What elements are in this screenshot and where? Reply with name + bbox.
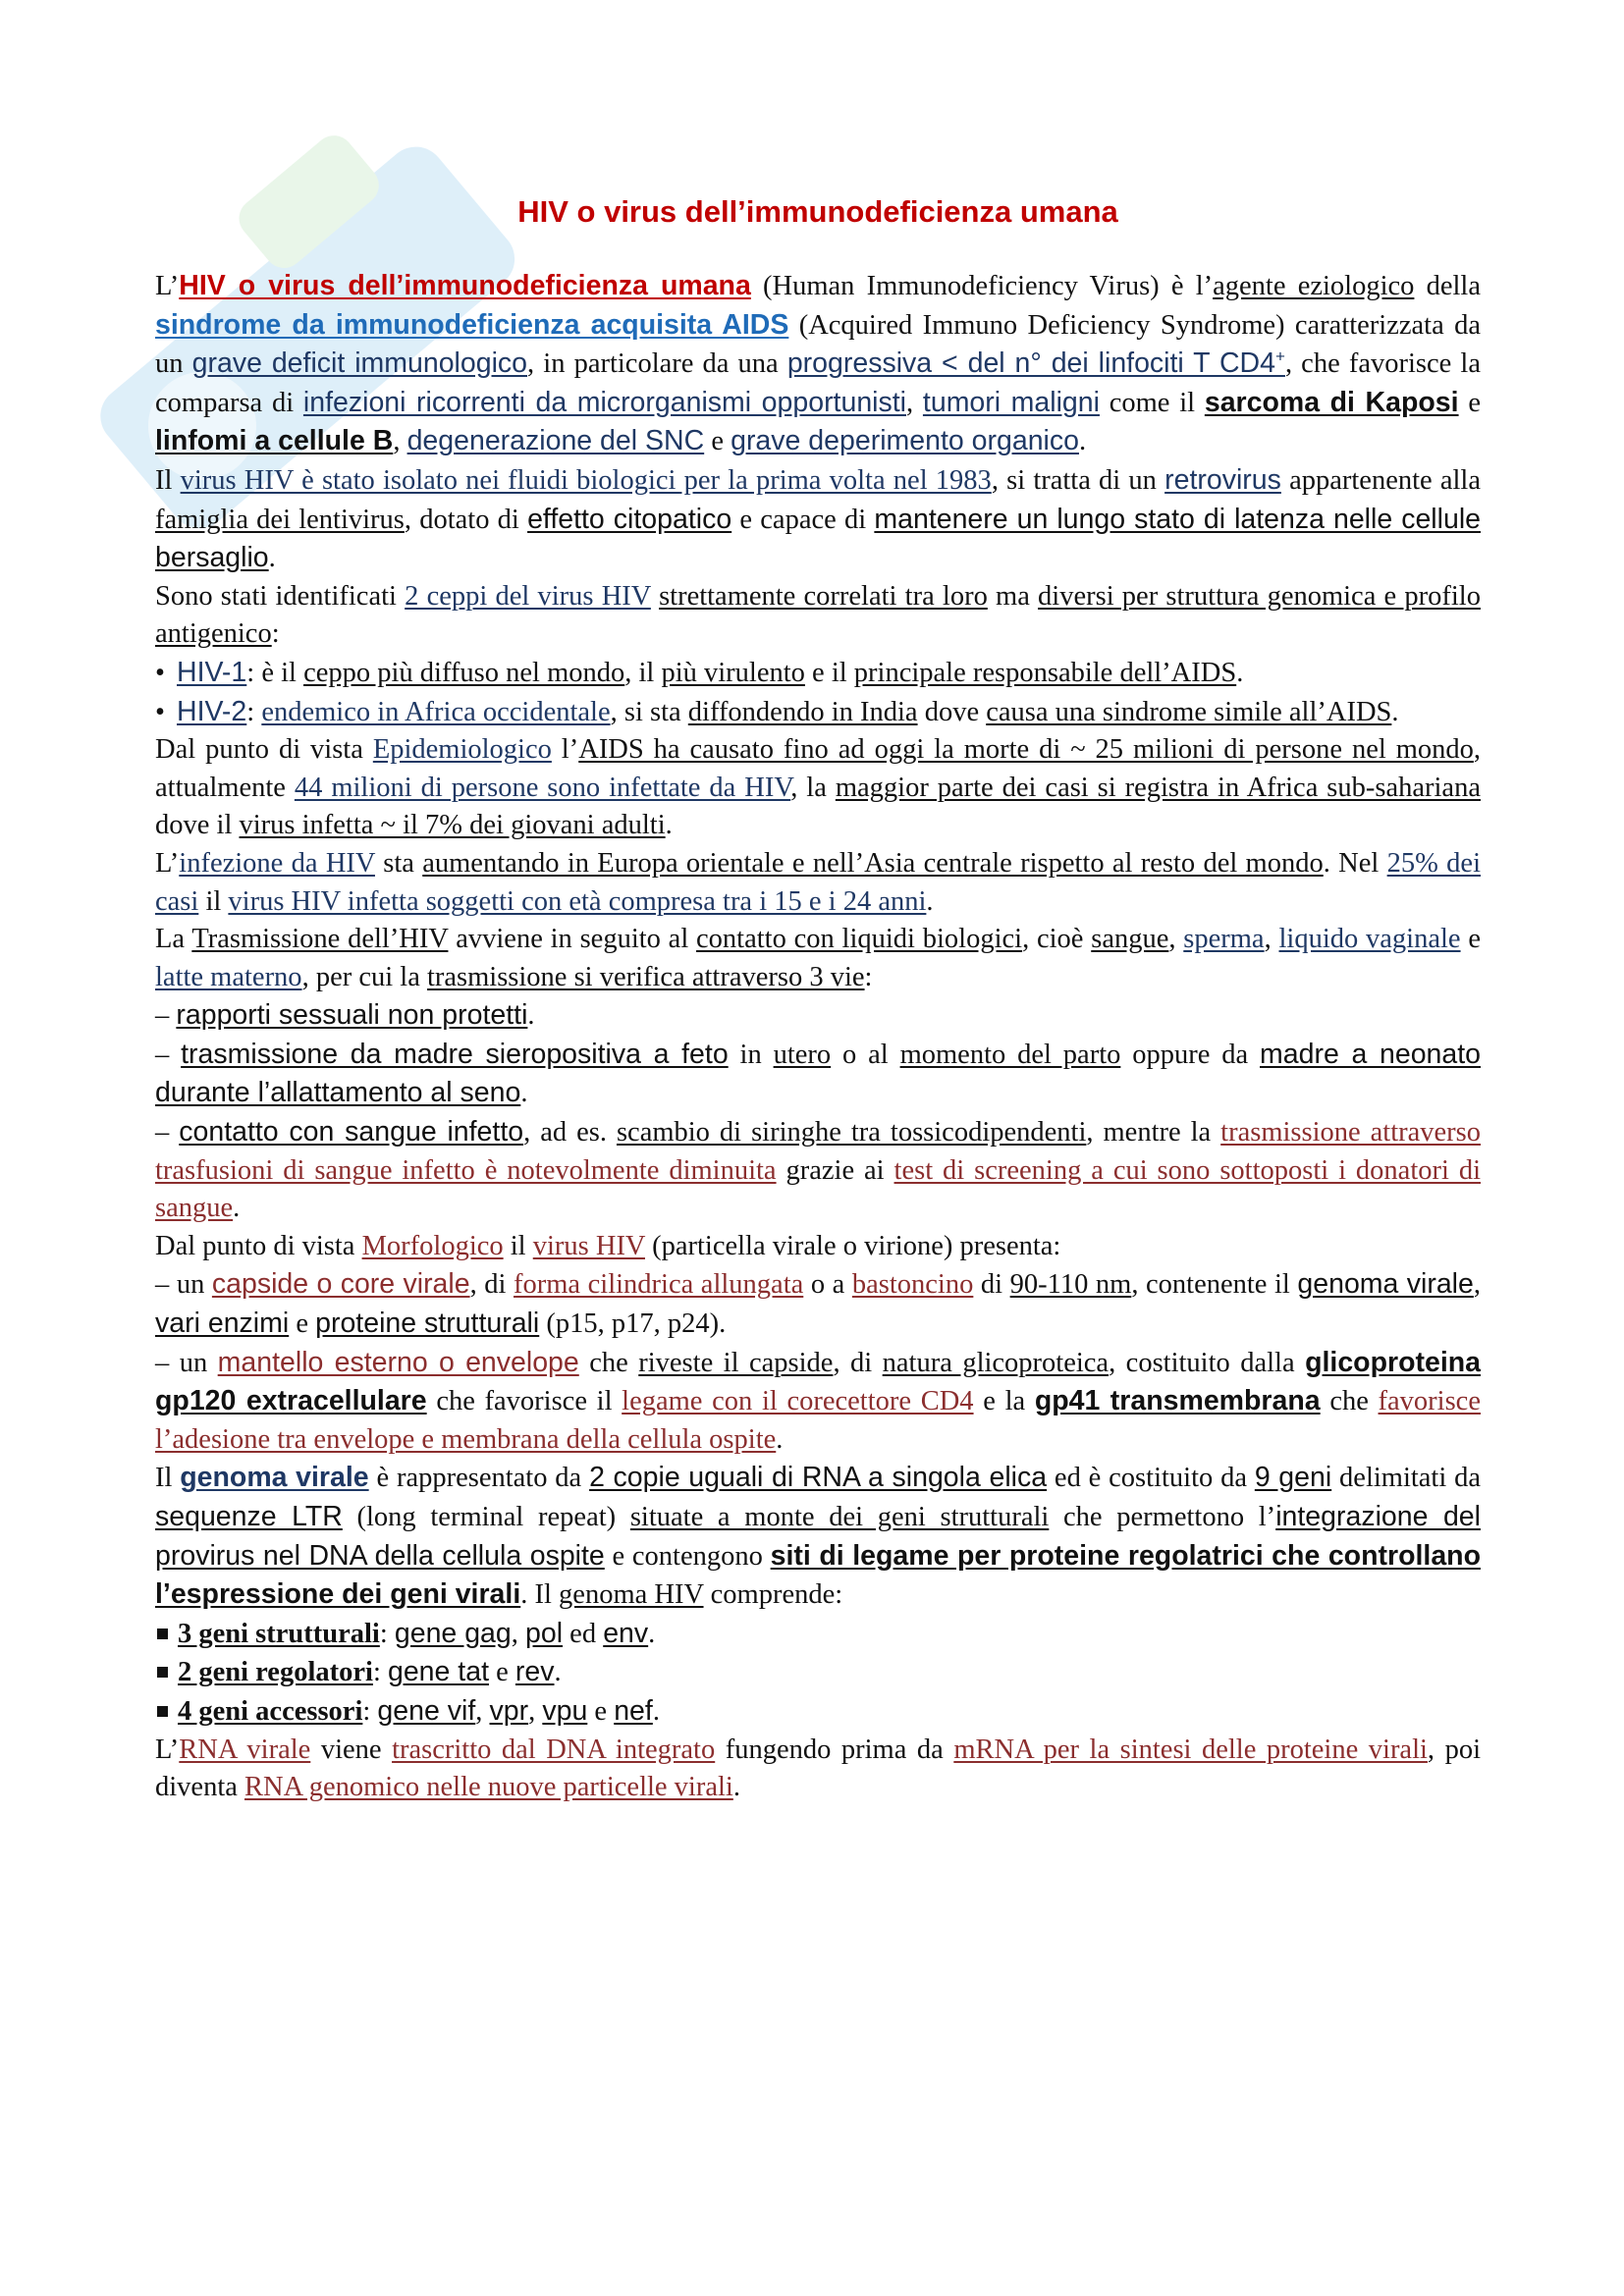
text: che	[578, 1347, 639, 1378]
term-sangue: sangue	[1091, 924, 1169, 955]
term-soggetti: virus HIV infetta soggetti con età compresa tra i 15 e i 24 anni	[228, 885, 927, 917]
text: che favorisce il	[426, 1386, 623, 1417]
term-epidemiologico: Epidemiologico	[372, 734, 552, 766]
term-proteine: proteine strutturali	[315, 1308, 540, 1340]
text: , si sta	[610, 696, 688, 727]
list-item-via-ematica	[155, 1113, 1481, 1228]
text: progressiva < del n° dei linfociti T CD4	[786, 347, 1275, 380]
text: (Human Immunodeficiency Virus) è l’	[750, 271, 1214, 301]
term-capside: capside o core virale	[211, 1268, 470, 1301]
text: :	[379, 1618, 395, 1649]
text: e la	[973, 1386, 1035, 1417]
term-aumentando: aumentando in Europa orientale e nell’Asia centrale rispetto al resto del mondo	[422, 847, 1324, 879]
term-vpu: vpu	[542, 1694, 588, 1727]
text: :	[246, 696, 262, 727]
paragraph-intro	[155, 267, 1481, 461]
term-virus: virus HIV	[532, 1230, 645, 1261]
term-vaginale: liquido vaginale	[1278, 924, 1461, 955]
text: l’	[551, 734, 579, 766]
list-item-envelope	[155, 1344, 1481, 1460]
term-genoma-hiv: genoma HIV	[559, 1579, 704, 1611]
term-geni-strutturali: 3 geni strutturali	[178, 1618, 380, 1649]
text: come il	[1099, 387, 1205, 418]
text: e	[489, 1657, 515, 1688]
text: .	[1078, 426, 1087, 457]
text: L’	[155, 847, 180, 879]
text: è rappresentato da	[368, 1463, 590, 1494]
text: il	[503, 1230, 533, 1261]
text: , attualmente	[155, 734, 1481, 803]
text: .	[665, 810, 673, 841]
text: ,	[393, 426, 407, 457]
term-tumori: tumori maligni	[922, 386, 1100, 418]
text: che permettono l’	[1049, 1502, 1276, 1532]
text: Sono stati identificati	[155, 580, 406, 612]
text: ed	[563, 1618, 604, 1649]
term-geni: 9 geni	[1254, 1462, 1332, 1494]
text: che	[1320, 1386, 1379, 1417]
term-diversi: diversi per struttura genomica e profilo antigenico	[155, 580, 1481, 650]
term-endemico: endemico in Africa occidentale	[261, 696, 611, 727]
text: e	[1458, 387, 1482, 418]
term-screening: test di screening a cui sono sottoposti i donatori di sangue	[155, 1154, 1481, 1224]
paragraph-diffusione	[155, 845, 1481, 921]
term-trascritto: trascritto dal DNA integrato	[392, 1734, 716, 1765]
term-vie: trasmissione si verifica attraverso 3 vie	[426, 961, 865, 992]
term-causa: causa una sindrome simile all’AIDS	[986, 696, 1392, 727]
page-title: HIV o virus dell’immunodeficienza umana	[517, 194, 1118, 229]
text: ,	[528, 1695, 543, 1727]
term-vif: gene vif	[377, 1694, 476, 1727]
term-bastoncino: bastoncino	[851, 1269, 974, 1301]
term-hiv1: HIV-1	[177, 656, 247, 688]
term-geni-accessori: 4 geni accessori	[178, 1695, 363, 1727]
term-neonato: madre a neonato durante l’allattamento al seno	[155, 1038, 1482, 1109]
text: e il	[804, 657, 854, 688]
text: .	[268, 543, 276, 574]
text: , cioè	[1022, 924, 1092, 955]
text: , poi diventa	[155, 1734, 1481, 1803]
text: e	[289, 1308, 316, 1340]
text	[651, 581, 659, 612]
list-item-geni-strutturali	[155, 1615, 1481, 1654]
text: :	[362, 1695, 378, 1727]
text: ,	[906, 387, 923, 418]
text: Dal punto di vista	[155, 1230, 362, 1261]
text: Dal punto di vista	[155, 734, 373, 766]
term-latte: latte materno	[155, 961, 302, 992]
term-deperimento: grave deperimento organico	[731, 425, 1079, 457]
text: ,	[511, 1618, 525, 1649]
text: ,	[1473, 1269, 1481, 1301]
text: e	[704, 426, 731, 457]
term-latenza: mantenere un lungo stato di latenza nelle cellule bersaglio	[155, 503, 1482, 574]
term-ceppi: 2 ceppi del virus HIV	[405, 580, 651, 612]
text: , per cui la	[301, 961, 427, 992]
text: , di	[469, 1269, 514, 1301]
square-bullet-icon	[157, 1667, 168, 1678]
document-page	[155, 192, 1481, 1807]
text: ,	[1264, 924, 1279, 955]
term-snc: degenerazione del SNC	[406, 425, 705, 457]
text: .	[527, 1000, 535, 1032]
list-item-hiv1	[155, 654, 1481, 693]
text: Il	[155, 1463, 181, 1494]
text: ma	[987, 580, 1039, 612]
text: , costituito dalla	[1109, 1347, 1306, 1378]
text: delimitati da	[1331, 1463, 1482, 1494]
text: .	[520, 1078, 528, 1109]
term-kaposi: sarcoma di Kaposi	[1204, 386, 1459, 418]
text: sta	[374, 847, 423, 879]
text: , dotato di	[404, 504, 528, 535]
term-enzimi: vari enzimi	[155, 1308, 290, 1340]
term-morte: AIDS ha causato fino ad oggi la morte di ~ 25 milioni di persone nel mondo	[578, 734, 1474, 766]
text: .	[776, 1423, 784, 1455]
text: viene	[310, 1734, 393, 1765]
text: (particella virale o virione) presenta:	[645, 1230, 1061, 1261]
paragraph-isolamento	[155, 461, 1481, 578]
term-tat: gene tat	[387, 1656, 489, 1688]
term-madre: trasmissione da madre sieropositiva a feto	[181, 1038, 729, 1070]
list-item-capside	[155, 1265, 1481, 1343]
text: .	[233, 1193, 241, 1224]
text: dove il	[155, 810, 240, 841]
text: e capace di	[731, 504, 875, 535]
term-infetto: contatto con sangue infetto	[179, 1116, 524, 1148]
term-utero: utero	[773, 1039, 832, 1070]
term-infezioni: infezioni ricorrenti da microrganismi opportunisti	[302, 386, 907, 418]
text: , mentre la	[1086, 1117, 1221, 1148]
term-genoma-virale: genoma virale	[180, 1462, 369, 1494]
term-maggior: maggior parte dei casi si registra in Africa sub-sahariana	[835, 772, 1481, 803]
text: : è il	[246, 657, 304, 688]
paragraph-trasmissione	[155, 921, 1481, 996]
paragraph-rna	[155, 1732, 1481, 1807]
text: (long terminal repeat)	[342, 1502, 630, 1532]
text: L’	[155, 271, 180, 301]
text: fungendo prima da	[715, 1734, 954, 1765]
term-vpr: vpr	[489, 1694, 529, 1727]
term-infezione: infezione da HIV	[179, 847, 375, 879]
text: dove	[917, 696, 987, 727]
term-virulento: più virulento	[661, 657, 805, 688]
term-ltr: sequenze LTR	[155, 1501, 343, 1532]
term-genomico: RNA genomico nelle nuove particelle virali	[244, 1772, 733, 1803]
term-progressiva	[787, 347, 1285, 379]
paragraph-epidemiologia	[155, 731, 1481, 845]
text: –	[155, 1039, 182, 1070]
text: . Il	[520, 1579, 560, 1611]
term-contatto: contatto con liquidi biologici	[696, 924, 1023, 955]
text: (Acquired Immuno Deficiency Syndrome) caratterizzata da un	[155, 309, 1481, 380]
term-sindrome: sindrome da immunodeficienza acquisita AIDS	[155, 308, 789, 341]
term-natura: natura glicoproteica	[882, 1347, 1110, 1378]
text: Il	[155, 464, 181, 496]
term-cilindrica: forma cilindrica allungata	[514, 1269, 804, 1301]
term-siti: siti di legame per proteine regolatrici che controllano l’espressione dei geni virali	[155, 1539, 1481, 1611]
term-infettate: 44 milioni di persone sono infettate da HIV	[294, 772, 791, 803]
term-gag: gene gag	[394, 1617, 512, 1649]
term-hiv: HIV o virus dell’immunodeficienza umana	[179, 270, 751, 301]
bullet-icon: •	[155, 657, 165, 688]
square-bullet-icon	[157, 1629, 168, 1639]
term-adesione: favorisce l’adesione tra envelope e membrana della cellula ospite	[155, 1386, 1481, 1455]
bullet-icon: •	[155, 696, 165, 727]
text: , si tratta di un	[991, 464, 1165, 496]
paragraph-genoma	[155, 1459, 1481, 1614]
text: :	[271, 618, 280, 650]
text: –	[155, 1117, 180, 1148]
list-item-geni-accessori	[155, 1692, 1481, 1732]
term-parto: momento del parto	[899, 1039, 1121, 1070]
square-bullet-icon	[157, 1706, 168, 1717]
text: :	[372, 1657, 388, 1688]
paragraph-ceppi	[155, 578, 1481, 654]
term-hiv2: HIV-2	[177, 695, 247, 727]
text: ,	[1168, 924, 1184, 955]
term-responsabile: principale responsabile dell’AIDS	[853, 657, 1237, 688]
term-rev: rev	[514, 1656, 555, 1688]
list-item-via-verticale	[155, 1036, 1481, 1113]
term-sperma: sperma	[1183, 924, 1265, 955]
term-pol: pol	[525, 1617, 564, 1649]
term-genoma: genoma virale	[1297, 1268, 1474, 1301]
text: .	[1391, 696, 1399, 727]
term-copie: 2 copie uguali di RNA a singola elica	[589, 1462, 1048, 1494]
term-gp120: glicoproteina gp120 extracellulare	[155, 1346, 1482, 1417]
text: appartenente alla	[1280, 464, 1481, 496]
term-rapporti: rapporti sessuali non protetti	[176, 999, 528, 1032]
term-morfologico: Morfologico	[361, 1230, 504, 1261]
text: .	[648, 1618, 656, 1649]
term-siringhe: scambio di siringhe tra tossicodipendenti	[616, 1117, 1087, 1148]
text: , in particolare da una	[527, 348, 787, 380]
text: – un	[155, 1269, 212, 1301]
text: e contengono	[604, 1540, 771, 1572]
text: oppure da	[1120, 1039, 1261, 1070]
text: .	[926, 885, 934, 917]
text: .	[652, 1695, 660, 1727]
text: comprende:	[703, 1579, 843, 1611]
text: e	[1460, 924, 1482, 955]
text: L’	[155, 1734, 180, 1765]
term-rna: RNA virale	[179, 1734, 311, 1765]
text: . Nel	[1323, 847, 1387, 879]
text: –	[155, 1000, 177, 1032]
text: e	[587, 1695, 615, 1727]
text: o al	[831, 1039, 900, 1070]
term-famiglia: famiglia dei lentivirus	[155, 504, 405, 535]
term-nm: 90-110 nm	[1009, 1269, 1132, 1301]
term-diffuso: ceppo più diffuso nel mondo	[303, 657, 625, 688]
text: La	[155, 924, 192, 955]
term-citopatico: effetto citopatico	[527, 503, 732, 535]
text: , di	[833, 1347, 883, 1378]
text: , che favorisce la comparsa di	[155, 348, 1481, 418]
text: di	[973, 1269, 1010, 1301]
term-monte: situate a monte dei geni strutturali	[629, 1502, 1050, 1532]
list-item-via-sessuale	[155, 996, 1481, 1036]
text: ,	[475, 1695, 490, 1727]
term-riveste: riveste il capside	[638, 1347, 834, 1378]
superscript: +	[1275, 347, 1285, 366]
term-agente: agente eziologico	[1213, 271, 1415, 301]
term-nef: nef	[614, 1694, 653, 1727]
text: avviene in seguito al	[448, 924, 697, 955]
text: o a	[803, 1269, 852, 1301]
term-perc: 25% dei casi	[155, 847, 1481, 917]
term-legame: legame con il corecettore CD4	[622, 1386, 974, 1417]
term-mantello: mantello esterno o envelope	[217, 1346, 579, 1378]
text: grazie ai	[776, 1154, 894, 1186]
text: ed è costituito da	[1047, 1463, 1255, 1494]
list-item-hiv2	[155, 693, 1481, 732]
text: .	[554, 1657, 562, 1688]
term-env: env	[603, 1617, 649, 1649]
term-gp41: gp41 transmembrana	[1034, 1385, 1321, 1417]
text: .	[1236, 657, 1244, 688]
term-isolato: virus HIV è stato isolato nei fluidi biologici per la prima volta nel 1983	[180, 464, 992, 496]
term-deficit: grave deficit immunologico	[191, 347, 528, 380]
text: .	[732, 1772, 740, 1803]
list-item-geni-regolatori	[155, 1653, 1481, 1692]
term-india: diffondendo in India	[687, 696, 918, 727]
text: :	[864, 961, 873, 992]
text: , ad es.	[523, 1117, 617, 1148]
term-trasfusioni: trasmissione attraverso trasfusioni di sangue infetto è notevolmente diminuita	[155, 1117, 1482, 1186]
text: il	[198, 885, 229, 917]
paragraph-morfologia	[155, 1228, 1481, 1266]
term-integrazione: integrazione del provirus nel DNA della cellula ospite	[155, 1501, 1481, 1572]
text: – un	[155, 1347, 218, 1378]
term-giovani: virus infetta ~ il 7% dei giovani adulti	[239, 810, 666, 841]
text: della	[1414, 271, 1481, 301]
term-trasmissione: Trasmissione dell’HIV	[191, 924, 449, 955]
term-retrovirus: retrovirus	[1164, 463, 1281, 496]
text: (p15, p17, p24).	[539, 1308, 727, 1340]
text: , la	[790, 772, 836, 803]
term-linfomi: linfomi a cellule B	[155, 425, 394, 457]
text: , il	[624, 657, 662, 688]
text: in	[728, 1039, 774, 1070]
term-mrna: mRNA per la sintesi delle proteine virali	[953, 1734, 1428, 1765]
text: , contenente il	[1131, 1269, 1298, 1301]
term-geni-regolatori: 2 geni regolatori	[178, 1657, 373, 1688]
term-correlati: strettamente correlati tra loro	[659, 580, 988, 612]
